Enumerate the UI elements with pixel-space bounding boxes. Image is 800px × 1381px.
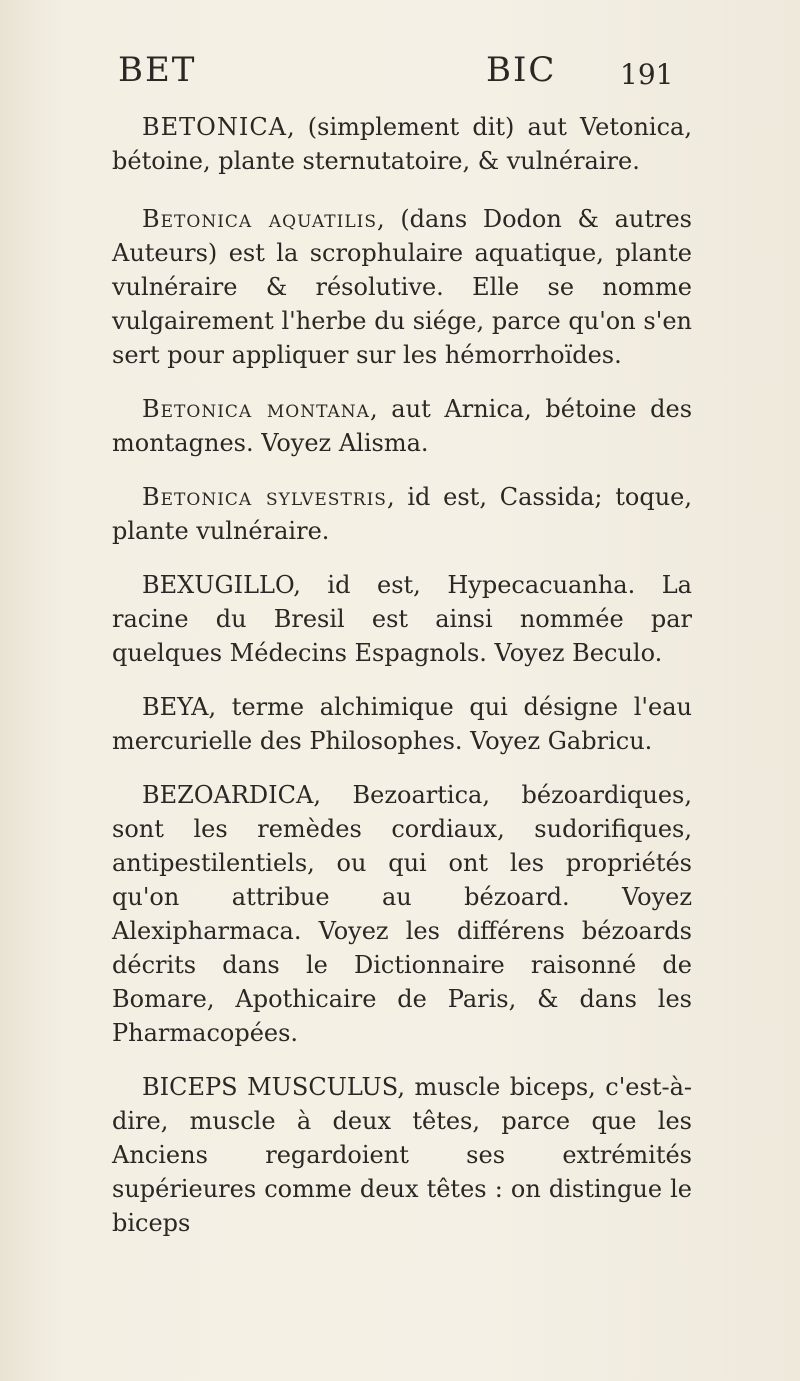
header-left-word: BET xyxy=(118,50,197,90)
entry-head: Betonica aquatilis xyxy=(142,205,377,233)
entry-head: BEYA xyxy=(142,693,209,721)
entry-betonica-sylvestris xyxy=(112,480,692,548)
entry-head: BETONICA xyxy=(142,113,288,141)
entry-text: , id est, Hypecacuanha. La racine du Bresil est ainsi nommée par quelques Médecins Espagnols. Voyez Beculo. xyxy=(112,571,692,667)
entry-betonica-montana xyxy=(112,392,692,460)
entry-bexugillo xyxy=(112,568,692,670)
entry-head: BEXUGILLO xyxy=(142,571,294,599)
entry-text: , aut Arnica, bétoine des montagnes. Voyez Alisma. xyxy=(112,395,693,457)
header-right-word: BIC xyxy=(486,50,557,90)
entry-beya xyxy=(112,690,692,758)
entry-head: BICEPS MUSCULUS xyxy=(142,1073,398,1101)
entry-text: , id est, Cassida; toque, plante vulnéraire. xyxy=(112,483,692,545)
page-number: 191 xyxy=(620,58,674,91)
entry-bezoardica xyxy=(112,778,692,1050)
entry-text: , terme alchimique qui désigne l'eau mercurielle des Philosophes. Voyez Gabricu. xyxy=(112,693,692,755)
entry-text: , (dans Dodon & autres Auteurs) est la scrophulaire aquatique, plante vulnéraire & résolutive. Elle se nomme vulgairement l'herbe du siége, parce qu'on s'en sert pour appliquer sur les hémorrhoïdes. xyxy=(112,205,692,369)
entry-betonica xyxy=(112,110,692,178)
entry-head: BEZOARDICA xyxy=(142,781,314,809)
entry-text: , muscle biceps, c'est-à-dire, muscle à deux têtes, parce que les Anciens regardoient ses extrémités supérieures comme deux têtes : on distingue le biceps xyxy=(112,1073,692,1237)
entry-head: Betonica montana xyxy=(142,395,370,423)
running-header xyxy=(0,40,800,100)
entry-betonica-aquatilis xyxy=(112,202,692,372)
entry-biceps-musculus xyxy=(112,1070,692,1240)
dictionary-body xyxy=(112,110,692,1260)
entry-text: , Bezoartica, bézoardiques, sont les remèdes cordiaux, sudorifiques, antipestilentiels, ou qui ont les propriétés qu'on attribue au bézoard. Voyez Alexipharmaca. Voyez les différens bézoards décrits dans le Dictionnaire raisonné de Bomare, Apothicaire de Paris, & dans les Pharmacopées. xyxy=(112,781,692,1047)
entry-text: , (simplement dit) aut Vetonica, bétoine, plante sternutatoire, & vulnéraire. xyxy=(112,113,692,175)
entry-head: Betonica sylvestris xyxy=(142,483,387,511)
